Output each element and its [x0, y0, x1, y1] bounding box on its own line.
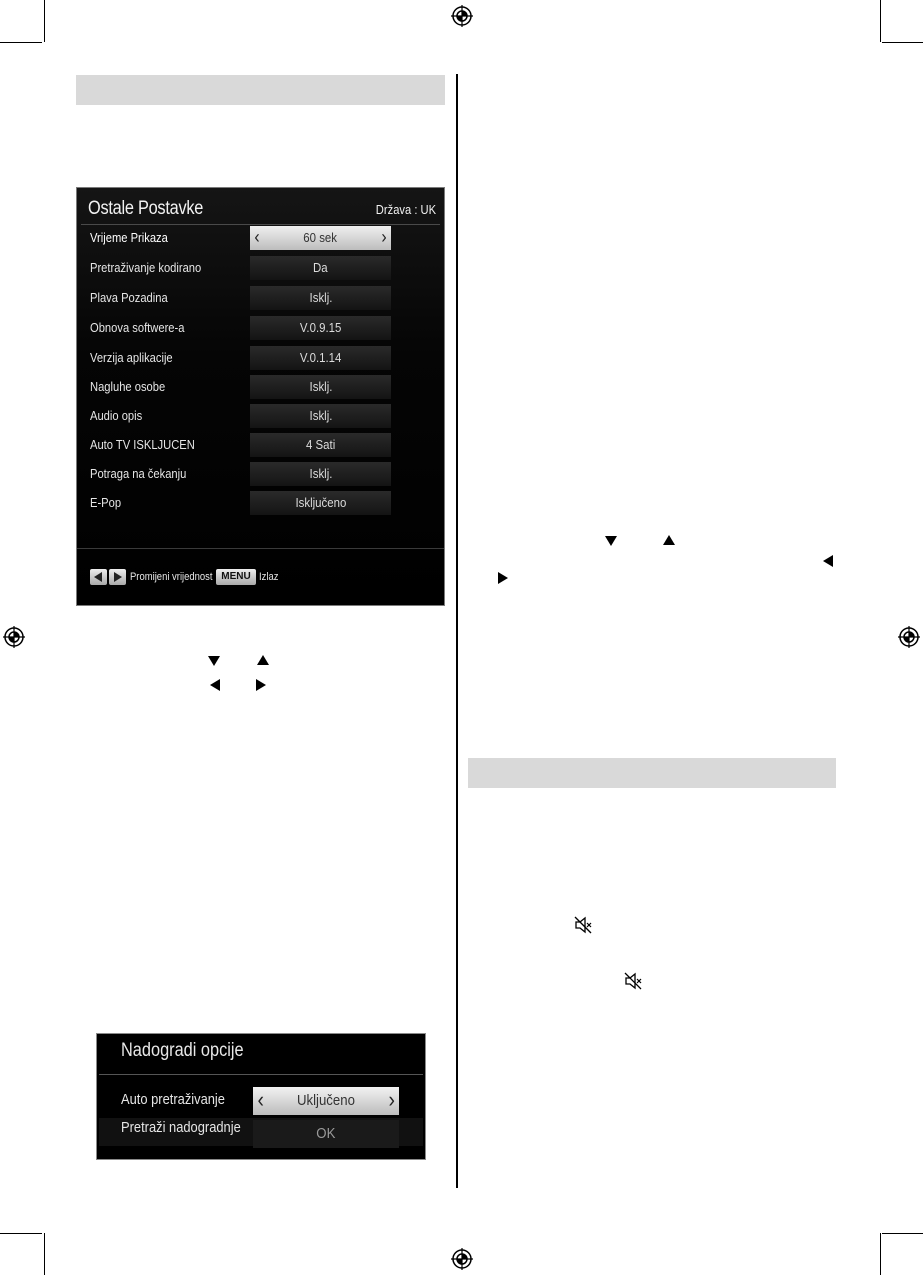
crop-mark — [882, 42, 923, 43]
menu-row-value[interactable] — [250, 226, 391, 250]
chevron-left-icon[interactable]: ‹ — [254, 227, 260, 247]
triangle-left-icon — [823, 555, 833, 567]
menu-row-software-upgrade[interactable] — [77, 314, 444, 342]
crop-mark — [880, 0, 881, 42]
registration-mark-icon — [451, 5, 473, 27]
crop-mark — [0, 1233, 42, 1234]
value-text: 60 sek — [303, 230, 338, 245]
menu-row-app-version[interactable] — [77, 344, 444, 372]
crop-mark — [44, 0, 45, 42]
value-text: OK — [316, 1125, 336, 1142]
menu-row-label: Verzija aplikacije — [90, 350, 173, 365]
menu-row-label: Pretraži nadogradnje — [121, 1119, 241, 1136]
menu-footer — [77, 548, 444, 605]
menu-row-standby-search[interactable] — [77, 460, 444, 488]
menu-row-value — [250, 404, 391, 428]
triangle-down-icon — [208, 656, 220, 667]
menu-row-label: Nagluhe osobe — [90, 379, 166, 394]
menu-row-auto-tv-off[interactable] — [77, 431, 444, 459]
menu-divider — [99, 1074, 423, 1075]
menu-row-hard-of-hearing[interactable] — [77, 373, 444, 401]
menu-title: Nadogradi opcije — [121, 1040, 244, 1061]
menu-row-value — [250, 462, 391, 486]
triangle-right-icon — [498, 572, 508, 584]
menu-row-audio-description[interactable] — [77, 402, 444, 430]
menu-row-label: Vrijeme Prikaza — [90, 230, 168, 245]
triangle-up-icon — [663, 535, 675, 546]
value-text: Isklj. — [309, 290, 332, 305]
menu-row-value — [250, 375, 391, 399]
right-key-button[interactable] — [109, 569, 126, 585]
menu-row-label: Potraga na čekanju — [90, 466, 187, 481]
menu-row-value — [250, 346, 391, 370]
menu-title: Ostale Postavke — [88, 198, 204, 219]
left-key-button[interactable] — [90, 569, 107, 585]
value-text: V.0.1.14 — [299, 350, 342, 365]
column-divider — [456, 74, 458, 1188]
menu-row-e-pop[interactable] — [77, 489, 444, 517]
value-text: Da — [313, 260, 328, 275]
registration-mark-icon — [3, 626, 25, 648]
registration-mark-icon — [898, 626, 920, 648]
crop-mark — [882, 1233, 923, 1234]
value-text: Isklj. — [309, 379, 332, 394]
menu-row-value — [250, 491, 391, 515]
section-header-bar — [76, 75, 445, 105]
mute-speaker-icon — [624, 972, 642, 990]
triangle-left-icon — [90, 569, 107, 585]
crop-mark — [0, 42, 42, 43]
country-label: Država : UK — [375, 202, 436, 217]
triangle-down-icon — [605, 536, 617, 547]
upgrade-options-menu — [96, 1033, 426, 1160]
menu-row-display-time[interactable] — [77, 224, 444, 252]
menu-row-label: E-Pop — [90, 495, 122, 510]
menu-row-label: Auto pretraživanje — [121, 1091, 225, 1108]
triangle-left-icon — [210, 679, 220, 691]
menu-row-label: Plava Pozadina — [90, 290, 168, 305]
exit-hint: Izlaz — [259, 571, 279, 583]
value-text: Isklj. — [309, 408, 332, 423]
section-header-bar — [468, 758, 836, 788]
menu-row-value — [250, 433, 391, 457]
menu-row-value — [250, 286, 391, 310]
menu-row-scrambled-search[interactable] — [77, 254, 444, 282]
value-text: Isključeno — [295, 495, 346, 510]
registration-mark-icon — [451, 1248, 473, 1270]
menu-key-button[interactable]: MENU — [216, 569, 256, 585]
menu-row-label: Audio opis — [90, 408, 143, 423]
triangle-up-icon — [257, 655, 269, 666]
value-text: 4 Sati — [305, 437, 336, 452]
value-text: Isklj. — [309, 466, 332, 481]
auto-search-selector[interactable] — [253, 1087, 399, 1115]
crop-mark — [44, 1233, 45, 1275]
mute-speaker-icon — [574, 916, 592, 934]
triangle-right-icon — [109, 569, 126, 585]
crop-mark — [880, 1233, 881, 1275]
menu-row-blue-background[interactable] — [77, 284, 444, 312]
change-value-hint: Promijeni vrijednost — [130, 571, 213, 583]
menu-row-label: Pretraživanje kodirano — [90, 260, 202, 275]
menu-row-value — [250, 316, 391, 340]
search-upgrades-button[interactable] — [253, 1120, 399, 1148]
other-settings-menu — [76, 187, 445, 606]
chevron-right-icon[interactable]: › — [388, 1087, 395, 1112]
menu-row-label: Auto TV ISKLJUCEN — [90, 437, 195, 452]
chevron-left-icon[interactable]: ‹ — [257, 1087, 264, 1112]
chevron-right-icon[interactable]: › — [381, 227, 387, 247]
value-text: V.0.9.15 — [299, 320, 342, 335]
menu-row-value — [250, 256, 391, 280]
value-text: Uključeno — [297, 1092, 355, 1109]
triangle-right-icon — [256, 679, 266, 691]
menu-row-label: Obnova softwere-a — [90, 320, 185, 335]
